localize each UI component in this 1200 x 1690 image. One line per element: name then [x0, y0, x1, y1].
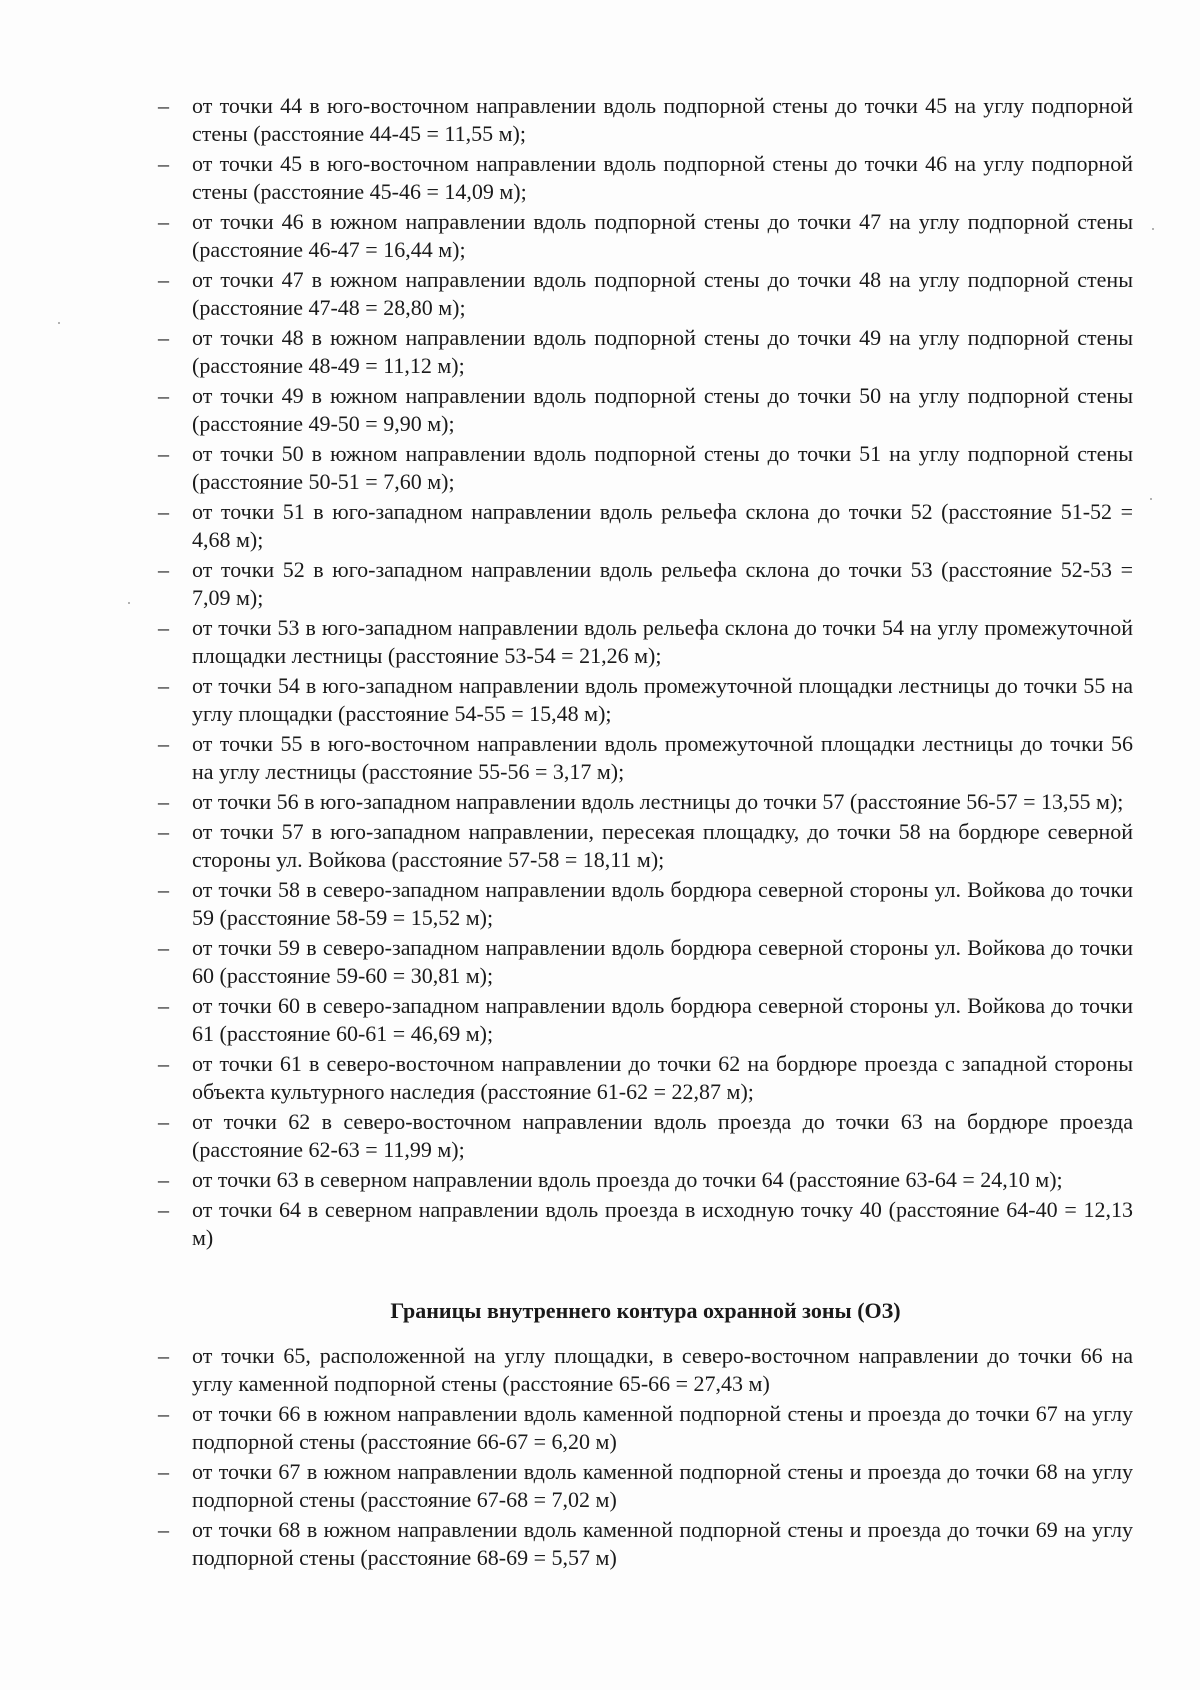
list-item-text: от точки 46 в южном направлении вдоль подпорной стены до точки 47 на углу подпорной стены (расстояние 46-47 = 16,44 м);: [192, 209, 1133, 262]
scan-speck: [128, 602, 130, 604]
list-item-text: от точки 63 в северном направлении вдоль проезда до точки 64 (расстояние 63-64 = 24,10 м);: [192, 1167, 1063, 1192]
list-item-text: от точки 50 в южном направлении вдоль подпорной стены до точки 51 на углу подпорной стены (расстояние 50-51 = 7,60 м);: [192, 441, 1133, 494]
list-item-text: от точки 48 в южном направлении вдоль подпорной стены до точки 49 на углу подпорной стены (расстояние 48-49 = 11,12 м);: [192, 325, 1133, 378]
bullet-dash: –: [158, 1051, 169, 1076]
scan-speck: [1150, 498, 1152, 500]
list-item: [158, 876, 1133, 932]
list-item-text: от точки 57 в юго-западном направлении, пересекая площадку, до точки 58 на бордюре северной стороны ул. Войкова (расстояние 57-58 = 18,11 м);: [192, 819, 1133, 872]
list-item-text: от точки 68 в южном направлении вдоль каменной подпорной стены и проезда до точки 69 на углу подпорной стены (расстояние 68-69 = 5,57 м): [192, 1517, 1133, 1570]
list-item-text: от точки 58 в северо-западном направлении вдоль бордюра северной стороны ул. Войкова до точки 59 (расстояние 58-59 = 15,52 м);: [192, 877, 1133, 930]
list-item-text: от точки 62 в северо-восточном направлении вдоль проезда до точки 63 на бордюре проезда (расстояние 62-63 = 11,99 м);: [192, 1109, 1133, 1162]
list-item: [158, 150, 1133, 206]
bullet-dash: –: [158, 615, 169, 640]
list-item-text: от точки 51 в юго-западном направлении вдоль рельефа склона до точки 52 (расстояние 51-52 = 4,68 м);: [192, 499, 1133, 552]
list-item-text: от точки 59 в северо-западном направлении вдоль бордюра северной стороны ул. Войкова до точки 60 (расстояние 59-60 = 30,81 м);: [192, 935, 1133, 988]
list-item-text: от точки 52 в юго-западном направлении вдоль рельефа склона до точки 53 (расстояние 52-53 = 7,09 м);: [192, 557, 1133, 610]
bullet-dash: –: [158, 789, 169, 814]
bullet-dash: –: [158, 935, 169, 960]
list-item-text: от точки 55 в юго-восточном направлении вдоль промежуточной площадки лестницы до точки 56 на углу лестницы (расстояние 55-56 = 3,17 м);: [192, 731, 1133, 784]
bullet-dash: –: [158, 209, 169, 234]
list-item-text: от точки 54 в юго-западном направлении вдоль промежуточной площадки лестницы до точки 55 на углу площадки (расстояние 54-55 = 15,48 м);: [192, 673, 1133, 726]
list-item: [158, 498, 1133, 554]
list-item: [158, 1108, 1133, 1164]
scan-speck: [58, 322, 60, 324]
outer-boundary-list: [158, 92, 1133, 1254]
list-item-text: от точки 45 в юго-восточном направлении вдоль подпорной стены до точки 46 на углу подпорной стены (расстояние 45-46 = 14,09 м);: [192, 151, 1133, 204]
list-item: [158, 92, 1133, 148]
bullet-dash: –: [158, 441, 169, 466]
list-item-text: от точки 44 в юго-восточном направлении вдоль подпорной стены до точки 45 на углу подпорной стены (расстояние 44-45 = 11,55 м);: [192, 93, 1133, 146]
list-item: [158, 672, 1133, 728]
list-item-text: от точки 60 в северо-западном направлении вдоль бордюра северной стороны ул. Войкова до точки 61 (расстояние 60-61 = 46,69 м);: [192, 993, 1133, 1046]
list-item-text: от точки 56 в юго-западном направлении вдоль лестницы до точки 57 (расстояние 56-57 = 13,55 м);: [192, 789, 1124, 814]
list-item: [158, 440, 1133, 496]
list-item-text: от точки 65, расположенной на углу площадки, в северо-восточном направлении до точки 66 на углу каменной подпорной стены (расстояние 65-66 = 27,43 м): [192, 1343, 1133, 1396]
bullet-dash: –: [158, 819, 169, 844]
list-item: [158, 1050, 1133, 1106]
list-item: [158, 1196, 1133, 1252]
bullet-dash: –: [158, 383, 169, 408]
bullet-dash: –: [158, 1109, 169, 1134]
list-item: [158, 556, 1133, 612]
list-item-text: от точки 49 в южном направлении вдоль подпорной стены до точки 50 на углу подпорной стены (расстояние 49-50 = 9,90 м);: [192, 383, 1133, 436]
bullet-dash: –: [158, 151, 169, 176]
bullet-dash: –: [158, 1197, 169, 1222]
scan-speck: [1152, 228, 1154, 230]
list-item: [158, 324, 1133, 380]
bullet-dash: –: [158, 1459, 169, 1484]
bullet-dash: –: [158, 499, 169, 524]
bullet-dash: –: [158, 1517, 169, 1542]
bullet-dash: –: [158, 325, 169, 350]
bullet-dash: –: [158, 877, 169, 902]
bullet-dash: –: [158, 673, 169, 698]
list-item: [158, 788, 1133, 816]
bullet-dash: –: [158, 731, 169, 756]
bullet-dash: –: [158, 993, 169, 1018]
bullet-dash: –: [158, 557, 169, 582]
bullet-dash: –: [158, 1343, 169, 1368]
list-item: [158, 208, 1133, 264]
bullet-dash: –: [158, 1401, 169, 1426]
list-item: [158, 1458, 1133, 1514]
list-item: [158, 382, 1133, 438]
list-item: [158, 934, 1133, 990]
list-item-text: от точки 67 в южном направлении вдоль каменной подпорной стены и проезда до точки 68 на углу подпорной стены (расстояние 67-68 = 7,02 м): [192, 1459, 1133, 1512]
section-heading: Границы внутреннего контура охранной зоны (ОЗ): [390, 1298, 901, 1323]
list-item: [158, 818, 1133, 874]
list-item-text: от точки 61 в северо-восточном направлении до точки 62 на бордюре проезда с западной стороны объекта культурного наследия (расстояние 61-62 = 22,87 м);: [192, 1051, 1133, 1104]
list-item-text: от точки 64 в северном направлении вдоль проезда в исходную точку 40 (расстояние 64-40 = 12,13 м): [192, 1197, 1133, 1250]
list-item: [158, 992, 1133, 1048]
bullet-dash: –: [158, 1167, 169, 1192]
list-item: [158, 1516, 1133, 1572]
list-item: [158, 730, 1133, 786]
list-item-text: от точки 47 в южном направлении вдоль подпорной стены до точки 48 на углу подпорной стены (расстояние 47-48 = 28,80 м);: [192, 267, 1133, 320]
list-item: [158, 1166, 1133, 1194]
inner-boundary-list: [158, 1342, 1133, 1574]
list-item: [158, 1342, 1133, 1398]
list-item-text: от точки 66 в южном направлении вдоль каменной подпорной стены и проезда до точки 67 на углу подпорной стены (расстояние 66-67 = 6,20 м): [192, 1401, 1133, 1454]
list-item: [158, 1400, 1133, 1456]
bullet-dash: –: [158, 93, 169, 118]
list-item: [158, 614, 1133, 670]
list-item-text: от точки 53 в юго-западном направлении вдоль рельефа склона до точки 54 на углу промежуточной площадки лестницы (расстояние 53-54 = 21,26 м);: [192, 615, 1133, 668]
bullet-dash: –: [158, 267, 169, 292]
list-item: [158, 266, 1133, 322]
